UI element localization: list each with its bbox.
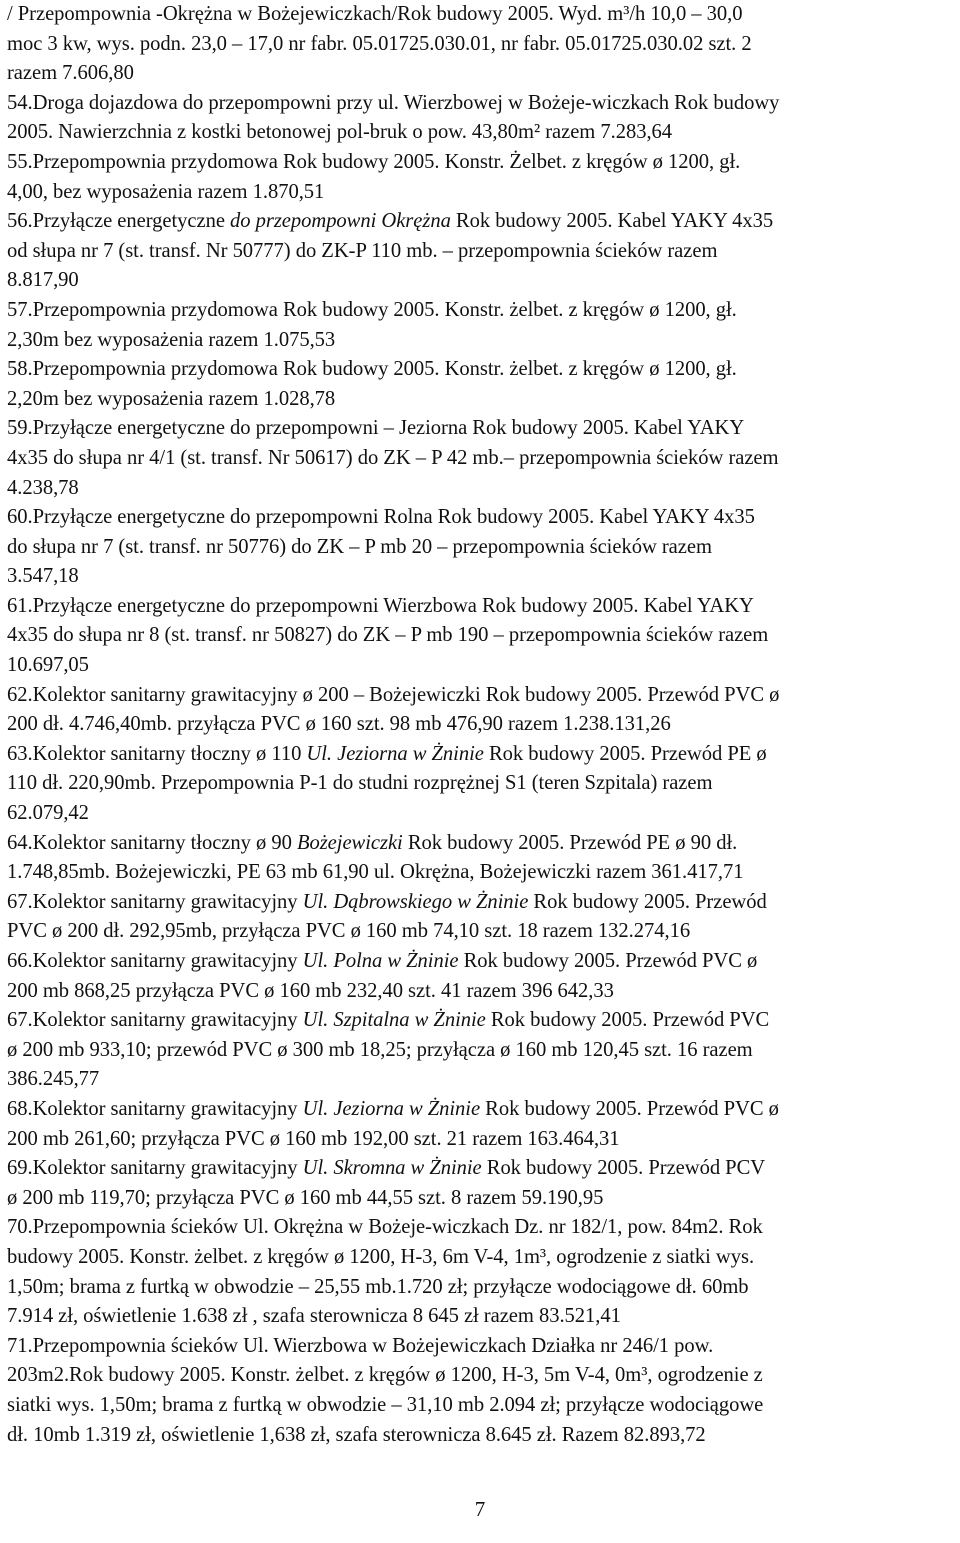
text-segment: Rok budowy 2005. Przewód PVC ø	[458, 950, 758, 972]
text-line	[7, 1125, 957, 1155]
text-line	[7, 414, 957, 444]
text-segment: 8.817,90	[7, 269, 79, 292]
italic-text-segment: do przepompowni Okrężna	[230, 210, 451, 233]
text-segment: Rok budowy 2005. Kabel YAKY 4x35	[450, 210, 774, 233]
text-segment: 57.Przepompownia przydomowa Rok budowy 2005. Konstr. żelbet. z kręgów ø 1200, gł.	[7, 298, 737, 321]
text-line	[7, 1006, 957, 1036]
text-line	[7, 0, 957, 30]
text-line	[7, 207, 957, 237]
text-line	[7, 1361, 957, 1391]
text-line	[7, 266, 957, 296]
text-segment: 59.Przyłącze energetyczne do przepompowni – Jeziorna Rok budowy 2005. Kabel YAKY	[7, 417, 745, 440]
text-line	[7, 1036, 957, 1066]
text-line	[7, 1273, 957, 1303]
text-line	[7, 917, 957, 947]
text-line	[7, 503, 957, 533]
text-segment: 2,20m bez wyposażenia razem 1.028,78	[7, 387, 336, 410]
text-line	[7, 681, 957, 711]
text-segment: 58.Przepompownia przydomowa Rok budowy 2005. Konstr. żelbet. z kręgów ø 1200, gł.	[7, 358, 737, 381]
text-segment: 67.Kolektor sanitarny grawitacyjny	[7, 890, 303, 913]
text-segment: 2,30m bez wyposażenia razem 1.075,53	[7, 328, 336, 351]
text-segment: 56.Przyłącze energetyczne	[7, 210, 231, 233]
text-segment: Rok budowy 2005. Przewód PCV	[481, 1157, 766, 1180]
text-line	[7, 621, 957, 651]
text-segment: ø 200 mb 119,70; przyłącza PVC ø 160 mb 44,55 szt. 8 razem 59.190,95	[7, 1186, 604, 1209]
text-line	[7, 326, 957, 356]
text-line	[7, 829, 957, 859]
text-line	[7, 1154, 957, 1184]
italic-text-segment: Bożejewiczki	[296, 831, 403, 854]
italic-text-segment: Ul. Jeziorna w Żninie	[306, 742, 484, 765]
text-segment: 1,50m; brama z furtką w obwodzie – 25,55 mb.1.720 zł; przyłącze wodociągowe dł. 60mb	[7, 1275, 749, 1298]
text-segment: budowy 2005. Konstr. żelbet. z kręgów ø 1200, H-3, 6m V-4, 1m³, ogrodzenie z siatki wys.	[7, 1245, 755, 1268]
text-segment: 62.Kolektor sanitarny grawitacyjny ø 200 – Bożejewiczki Rok budowy 2005. Przewód PVC ø	[7, 683, 780, 706]
text-segment: 61.Przyłącze energetyczne do przepompowni Wierzbowa Rok budowy 2005. Kabel YAKY	[7, 594, 754, 617]
text-segment: od słupa nr 7 (st. transf. Nr 50777) do ZK-P 110 mb. – przepompownia ścieków razem	[7, 239, 718, 262]
text-segment: do słupa nr 7 (st. transf. nr 50776) do ZK – P mb 20 – przepompownia ścieków razem	[7, 535, 712, 558]
text-segment: 68.Kolektor sanitarny grawitacyjny	[7, 1097, 303, 1120]
text-line	[7, 296, 957, 326]
text-segment: Rok budowy 2005. Przewód PE ø 90 dł.	[402, 831, 738, 854]
text-segment: Rok budowy 2005. Przewód PVC	[485, 1009, 770, 1032]
text-line	[7, 1421, 957, 1451]
text-line	[7, 710, 957, 740]
text-line	[7, 769, 957, 799]
text-line	[7, 1213, 957, 1243]
text-segment: 4,00, bez wyposażenia razem 1.870,51	[7, 180, 325, 203]
text-segment: moc 3 kw, wys. podn. 23,0 – 17,0 nr fabr. 05.01725.030.01, nr fabr. 05.01725.030.02 szt. 2	[7, 32, 752, 55]
text-segment: 200 dł. 4.746,40mb. przyłącza PVC ø 160 szt. 98 mb 476,90 razem 1.238.131,26	[7, 713, 671, 736]
text-line	[7, 533, 957, 563]
text-segment: 4x35 do słupa nr 4/1 (st. transf. Nr 50617) do ZK – P 42 mb.– przepompownia ścieków razem	[7, 446, 779, 469]
text-segment: 60.Przyłącze energetyczne do przepompowni Rolna Rok budowy 2005. Kabel YAKY 4x35	[7, 506, 755, 529]
text-line	[7, 799, 957, 829]
text-segment: 69.Kolektor sanitarny grawitacyjny	[7, 1157, 303, 1180]
text-segment: 386.245,77	[7, 1068, 100, 1091]
text-segment: 10.697,05	[7, 654, 89, 677]
text-line	[7, 592, 957, 622]
text-line	[7, 118, 957, 148]
text-line	[7, 148, 957, 178]
text-segment: 54.Droga dojazdowa do przepompowni przy ul. Wierzbowej w Bożeje-wiczkach Rok budowy	[7, 91, 780, 114]
text-segment: / Przepompownia -Okrężna w Bożejewiczkach/Rok budowy 2005. Wyd. m³/h 10,0 – 30,0	[7, 3, 743, 25]
text-segment: razem 7.606,80	[7, 62, 134, 85]
text-line	[7, 89, 957, 119]
text-segment: Rok budowy 2005. Przewód PVC ø	[480, 1097, 779, 1120]
text-line	[7, 237, 957, 267]
text-segment: siatki wys. 1,50m; brama z furtką w obwodzie – 31,10 mb 2.094 zł; przyłącze wodociągowe	[7, 1393, 764, 1416]
text-segment: 4x35 do słupa nr 8 (st. transf. nr 50827) do ZK – P mb 190 – przepompownia ścieków razem	[7, 624, 769, 647]
italic-text-segment: Ul. Jeziorna w Żninie	[302, 1097, 481, 1120]
text-segment: Rok budowy 2005. Przewód PE ø	[483, 742, 767, 765]
text-segment: 4.238,78	[7, 476, 79, 499]
text-segment: 1.748,85mb. Bożejewiczki, PE 63 mb 61,90 ul. Okrężna, Bożejewiczki razem 361.417,71	[7, 861, 744, 884]
italic-text-segment: Ul. Szpitalna w Żninie	[302, 1009, 486, 1032]
text-segment: 64.Kolektor sanitarny tłoczny ø 90	[7, 831, 297, 854]
text-line	[7, 858, 957, 888]
text-line	[7, 977, 957, 1007]
text-line	[7, 1243, 957, 1273]
text-segment: dł. 10mb 1.319 zł, oświetlenie 1,638 zł, szafa sterownicza 8.645 zł. Razem 82.893,72	[7, 1423, 706, 1446]
text-segment: 55.Przepompownia przydomowa Rok budowy 2005. Konstr. Żelbet. z kręgów ø 1200, gł.	[7, 150, 741, 173]
text-segment: 63.Kolektor sanitarny tłoczny ø 110	[7, 742, 307, 765]
text-segment: 3.547,18	[7, 565, 79, 588]
text-line	[7, 651, 957, 681]
text-segment: 66.Kolektor sanitarny grawitacyjny	[7, 950, 303, 972]
text-line	[7, 947, 957, 977]
text-line	[7, 1095, 957, 1125]
text-line	[7, 385, 957, 415]
text-line	[7, 1391, 957, 1421]
document-body	[7, 0, 957, 1450]
text-line	[7, 444, 957, 474]
text-line	[7, 1332, 957, 1362]
text-segment: 62.079,42	[7, 802, 89, 825]
text-line	[7, 740, 957, 770]
text-segment: PVC ø 200 dł. 292,95mb, przyłącza PVC ø 160 mb 74,10 szt. 18 razem 132.274,16	[7, 920, 691, 943]
text-line	[7, 178, 957, 208]
italic-text-segment: Ul. Skromna w Żninie	[302, 1157, 482, 1180]
text-segment: 7.914 zł, oświetlenie 1.638 zł , szafa sterownicza 8 645 zł razem 83.521,41	[7, 1305, 621, 1328]
text-line	[7, 355, 957, 385]
text-line	[7, 59, 957, 89]
text-segment: 200 mb 868,25 przyłącza PVC ø 160 mb 232,40 szt. 41 razem 396 642,33	[7, 979, 614, 1002]
text-line	[7, 30, 957, 60]
text-segment: 200 mb 261,60; przyłącza PVC ø 160 mb 192,00 szt. 21 razem 163.464,31	[7, 1127, 620, 1150]
page-number: 7	[474, 1497, 486, 1521]
text-segment: ø 200 mb 933,10; przewód PVC ø 300 mb 18,25; przyłącza ø 160 mb 120,45 szt. 16 razem	[7, 1038, 753, 1061]
text-line	[7, 1184, 957, 1214]
italic-text-segment: Ul. Polna w Żninie	[302, 950, 459, 972]
text-segment: 203m2.Rok budowy 2005. Konstr. żelbet. z kręgów ø 1200, H-3, 5m V-4, 0m³, ogrodzenie z	[7, 1364, 763, 1387]
text-line	[7, 562, 957, 592]
text-segment: 71.Przepompownia ścieków Ul. Wierzbowa w Bożejewiczkach Działka nr 246/1 pow.	[7, 1334, 714, 1357]
text-segment: 70.Przepompownia ścieków Ul. Okrężna w Bożeje-wiczkach Dz. nr 182/1, pow. 84m2. Rok	[7, 1216, 763, 1239]
text-segment: 2005. Nawierzchnia z kostki betonowej pol-bruk o pow. 43,80m² razem 7.283,64	[7, 121, 673, 144]
text-line	[7, 1302, 957, 1332]
text-line	[7, 1065, 957, 1095]
text-segment: 67.Kolektor sanitarny grawitacyjny	[7, 1009, 303, 1032]
text-segment: Rok budowy 2005. Przewód	[528, 890, 767, 913]
text-segment: 110 dł. 220,90mb. Przepompownia P-1 do studni rozprężnej S1 (teren Szpitala) razem	[7, 772, 713, 795]
text-line	[7, 888, 957, 918]
italic-text-segment: Ul. Dąbrowskiego w Żninie	[302, 890, 529, 913]
text-line	[7, 474, 957, 504]
